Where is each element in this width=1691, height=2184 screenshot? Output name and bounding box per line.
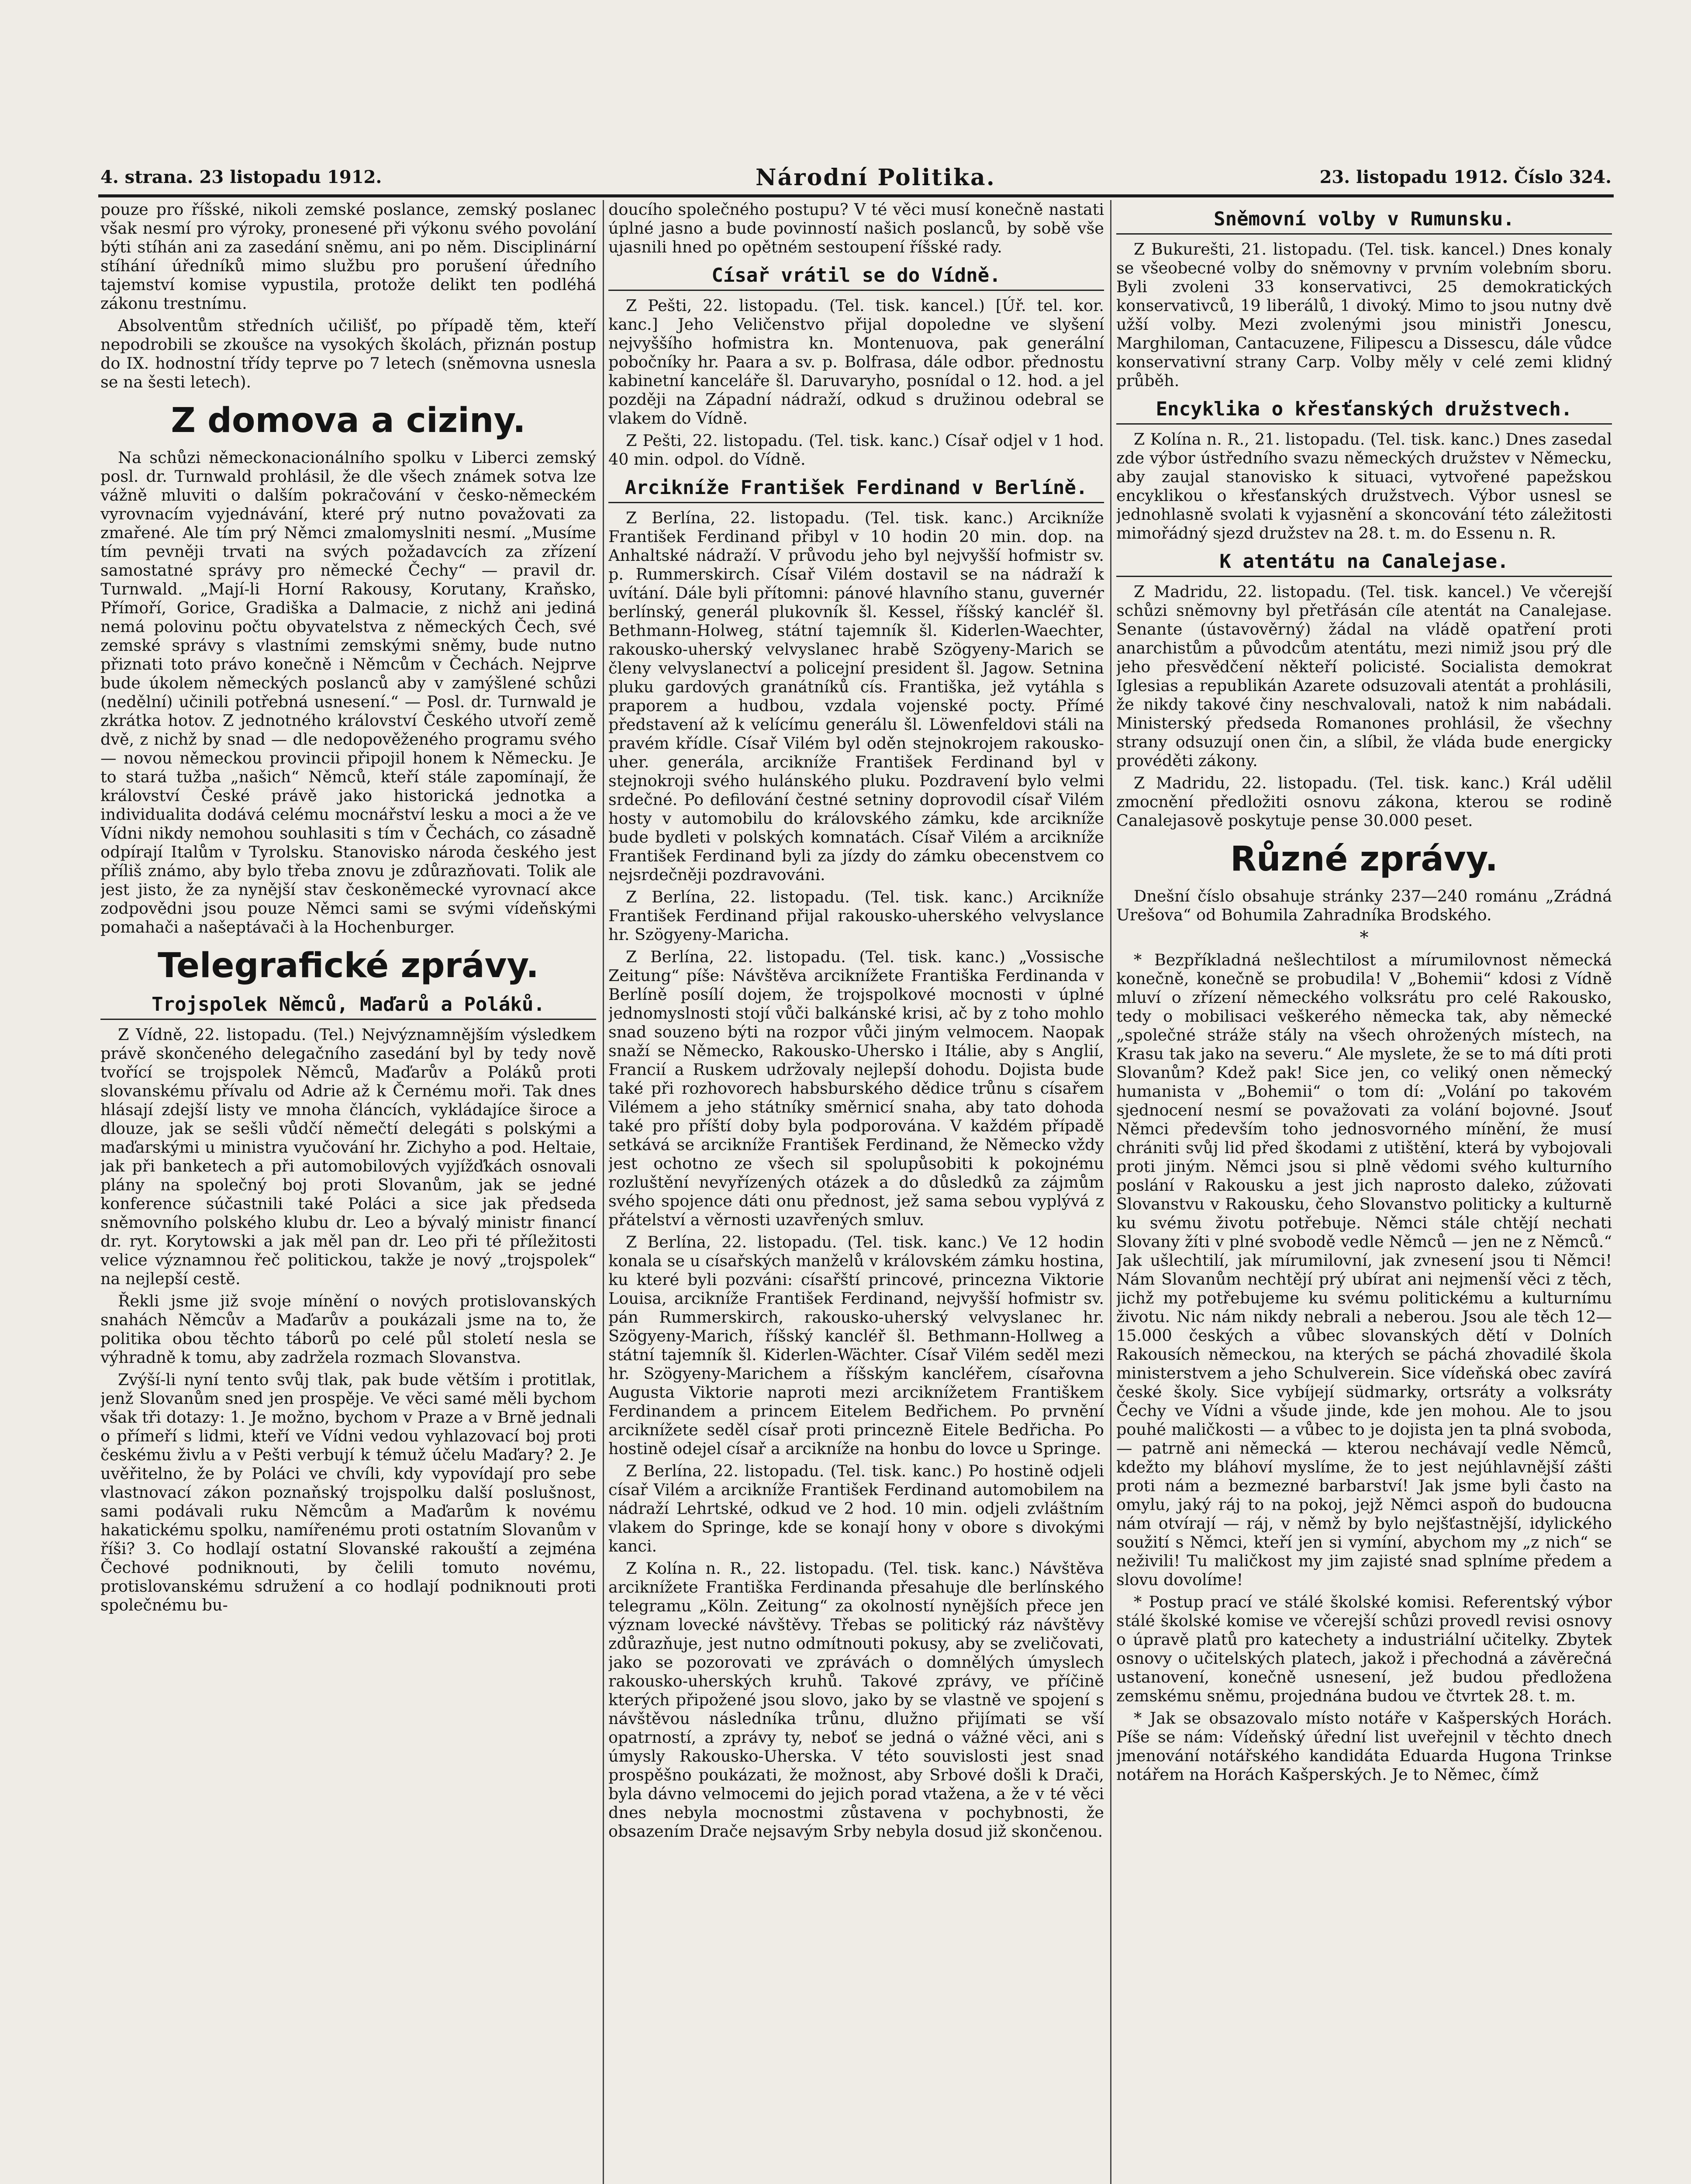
section-heading-ruzne: Různé zprávy.	[1230, 840, 1498, 879]
article-paragraph: Z Berlína, 22. listopadu. (Tel. tisk. kanc.) Ve 12 hodin konala se u císařských manželů v královském zámku hostina, ku které byli pozváni: císařští princové, princezna Viktorie Louisa, arcikníže František Ferdinand, nejvyšší hofmistr sv. pán Rummerskirch, rakousko-uherský velvyslanec hr. Szögyeny-Marich, říšský kancléř šl. Bethmann-Hollweg a státní tajemník šl. Kiderlen-Wächter. Císař Vilém seděl mezi hr. Szögyeny-Marichem a říšským kancléřem, císařovna Augusta Viktorie naproti mezi arciknížetem Františkem Ferdinandem a princem Eitelem Bedřichem. Po prvnění arciknížete seděl císař proti princezně Eitele Bedřicha. Po hostině odejel císař a arcikníže na honbu do lovce u Springe.	[608, 1233, 1104, 1458]
separator-asterisk: *	[1360, 928, 1369, 948]
article-paragraph: doucího společného postupu? V té věci musí konečně nastati úplné jasno a bude povinností našich poslanců, by sobě vše ujasnili hned po opětném sestoupení říšské rady.	[608, 200, 1104, 256]
section-heading-telegraf: Telegrafické zprávy.	[158, 946, 539, 985]
article-paragraph: Na schůzi německonacionálního spolku v Liberci zemský posl. dr. Turnwald prohlásil, že dle všech známek sotva lze vážně mluviti o dalším pokračování v česko-německém vyrovnacím vyjednávání, které prý nutno považovati za zmařené. Ale tím prý Němci zmalomyslniti nesmí. „Musíme tím pevněji trvati na svých požadavcích za zřízení samostatné správy pro německé Čechy“ — pravil dr. Turnwald. „Mají-li Horní Rakousy, Korutany, Kraňsko, Přímoří, Gorice, Gradiška a Dalmacie, z nichž ani jediná nemá polovinu počtu obyvatelstva z německých Čech, své zemské správy s vlastními zemskými sněmy, bude nutno přiznati toto právo konečně i Němcům v Čechách. Nejprve bude úkolem německých poslanců aby v zamýšlené schůzi (nedělní) učinili potřebná usnesení.“ — Posl. dr. Turnwald je zkrátka hotov. Z jednotného království Českého utvoří země dvě, z nichž by snad — dle nedopověženého programu svého — novou německou provincii připojil honem k Německu. Je to stará tužba „našich“ Němců, kteří stále zapomínají, že království České právě jako historická jednotka a individualita dodává celému mocnářství lesku a moci a že ve Vídni nikdy nemohou souhlasiti s tím v Čechách, co zásadně odpírají Italům v Tyrolsku. Stanovisko národa českého jest příliš známo, aby bylo třeba znovu je zdůrazňovati. Tolik ale jest jisto, že za nynější stav českoněmecké vyrovnací akce zodpovědni jsou pouze Němci sami se svými vídeňskými pomahači a našeptávači à la Hochenburger.	[100, 448, 596, 936]
article-paragraph: pouze pro říšské, nikoli zemské poslance, zemský poslanec však nesmí pro výroky, pronesené při výkonu svého povolání býti stíhán ani za zasedání sněmu, ani po něm. Disciplinární stíhání úředníků mimo službu pro porušení úředního tajemství komise vypustila, protože delikt ten podléhá zákonu trestnímu.	[100, 200, 596, 313]
article-paragraph: Z Bukurešti, 21. listopadu. (Tel. tisk. kancel.) Dnes konaly se všeobecné volby do sněmovny v prvním volebním sboru. Byli zvoleni 33 konservativci, 25 demokratických konservativců, 19 liberálů, 1 divoký. Mimo to jsou nutny dvě užší volby. Mezi zvolenými jsou ministři Jonescu, Marghiloman, Cantacuzene, Filipescu a Dissescu, dále vůdce konservativní strany Carp. Volby měly v celé zemi klidný průběh.	[1116, 240, 1612, 390]
article-paragraph: * Bezpříkladná nešlechtilost a mírumilovnost německá konečně, konečně se probudila! V „Bohemii“ kdosi z Vídně mluví o zřízení německého volksrátu pro celé Rakousko, tedy o mobilisaci veškerého německa tak, aby německé „společné stráže stály na všech ohrožených místech, na Krasu tak jako na severu.“ Ale myslete, že se to má díti proti Slovanům? Kdež pak! Sice jen, co veliký onen německý humanista v „Bohemii“ o tom dí: „Volání po takovém sjednocení nesmí se považovati za volání bojovné. Jsouť Němci především toho jednosvorného mínění, že musí chrániti svůj lid před škodami z utištění, která by vybojovali proti jiným. Němci jsou si plně vědomi svého kulturního poslání v Rakousku a jest jich naprosto daleko, zúžovati Slovanstvu v Rakousku, čeho Slovanstvo politicky a kulturně ku svému životu potřebuje. Němci stále chtějí nechati Slovany žíti v plné svobodě vedle Němců — jen ne z Němců.“ Jak ušlechtilí, jak mírumilovní, jak zvnesení jsou ti Němci! Nám Slovanům nechtějí prý ubírat ani nejmenší věci z těch, jichž my potřebujeme ku svému politickému a kulturnímu životu. Nic nám nikdy nebrali a neberou. Jsou ale těch 12—15.000 českých a vůbec slovanských dětí v Dolních Rakousích německou, na kterých se páchá zhovadilé škola ministerstvem a jeho Schulverein. Sice vídeňská obec zavírá české školy. Sice vybíjejí südmarky, ortsráty a volksráty Čechy ve Vídni a všude jinde, kde jen mohou. Ale to jsou pouhé maličkosti — a vůbec to je dojista jen ta plná svoboda, — patrně ani německá — kterou nechávají vedle Němců, kdežto my bláhoví myslíme, že to jest nejúhlavnější zášti proti nám a bezmezné barbarství! Jak jsme byli často na omylu, jaký ráj to na pokoj, jejž Němci aspoň do budoucna nám otvírají — ráj, v němž by bylo nejšťastnější, idylického soužití s Němci, kteří jen si vymíní, abychom my „z nich“ se neživili! Tu maličkost my jim zajisté snad splníme předem a slovu dovolíme!	[1116, 950, 1612, 1589]
article-paragraph: Z Berlína, 22. listopadu. (Tel. tisk. kanc.) „Vossische Zeitung“ píše: Návštěva arciknížete Františka Ferdinanda v Berlíně posílí dojem, že trojspolkové mocnosti v úplné jednomyslnosti stojí vůči balkánské krisi, ač by z toho mohlo snad souzeno býti na rozpor vůči jiným velmocem. Naopak snaží se Německo, Rakousko-Uhersko i Itálie, aby s Anglií, Francií a Ruskem udržovaly nejlepší dohodu. Dojista bude také při rozhovorech habsburského dědice trůnu s císařem Vilémem a jeho státníky směrnicí snaha, aby tato dohoda také pro příští doby byla podporována. V každém případě setkává se arcikníže František Ferdinand, že Německo vždy jest ochotno ze všech sil spolupůsobiti k pokojnému rozluštění nevyřízených otázek a do důsledků za zájmům svého spojence dáti onu přednost, jež sama sebou vyplývá z přátelství a věrnosti uzavřených smluv.	[608, 947, 1104, 1229]
article-paragraph: Řekli jsme již svoje mínění o nových protislovanských snahách Němcův a Maďarův a poukázali jsme na to, že politika obou těchto táborů po celé půl století nesla se výhradně k tomu, aby zadržela rozmach Slovanstva.	[100, 1292, 596, 1367]
article-headline: Encyklika o křesťanských družstvech.	[1116, 398, 1612, 425]
article-paragraph: Absolventům středních učilišť, po případě těm, kteří nepodrobili se zkoušce na vysokých školách, přiznán postup do IX. hodnostní třídy teprve po 7 letech (sněmovna usnesla se na šesti letech).	[100, 316, 596, 391]
article-paragraph: Z Pešti, 22. listopadu. (Tel. tisk. kancel.) [Úř. tel. kor. kanc.] Jeho Veličenstvo přijal dopoledne ve slyšení nejvyššího hofmistra kn. Montenuova, pak generální pobočníky hr. Paara a sv. p. Bolfrasa, dále odbor. přednostu kabinetní kanceláře šl. Daruvaryho, posnídal o 12. hod. a jel později na Západní nádraží, odkud s družinou odebral se vlakem do Vídně.	[608, 296, 1104, 428]
column-3	[1116, 200, 1612, 2184]
page-header	[100, 164, 1612, 191]
article-paragraph: * Postup prací ve stálé školské komisi. Referentský výbor stálé školské komise ve včerejší schůzi provedl revisi osnovy o úpravě platů pro katechety a industriální učitelky. Zbytek osnovy o učitelských platech, jakož i přechodná a závěrečná ustanovení, konečně usnesení, jež budou předložena zemskému sněmu, projednána budou ve čtvrtek 28. t. m.	[1116, 1593, 1612, 1705]
article-paragraph: Z Pešti, 22. listopadu. (Tel. tisk. kanc.) Císař odjel v 1 hod. 40 min. odpol. do Vídně.	[608, 431, 1104, 469]
article-paragraph: Z Madridu, 22. listopadu. (Tel. tisk. kancel.) Ve včerejší schůzi sněmovny byl přetřásán cíle atentát na Canalejase. Senante (ústavověrný) žádal na vládě opatření proti anarchistům a původcům atentátu, mezi nimiž jsou prý dle jeho přesvědčení někteří policisté. Socialista demokrat Iglesias a republikán Azarete odsuzovali atentát a prohlásili, že nikdy takové činy neschvalovali, natož k nim nabádali. Ministerský předseda Romanones prohlásil, že všechny strany odsuzují onen čin, a slíbil, že vláda bude energicky provéděti zákony.	[1116, 582, 1612, 770]
article-paragraph: Z Berlína, 22. listopadu. (Tel. tisk. kanc.) Arcikníže František Ferdinand přijal rakousko-uherského velvyslance hr. Szögyeny-Maricha.	[608, 888, 1104, 944]
article-paragraph: Z Vídně, 22. listopadu. (Tel.) Nejvýznamnějším výsledkem právě skončeného delegačního zasedání byl by tedy nově tvořící se trojspolek Němců, Maďarův a Poláků proti slovanskému přívalu od Adrie až k Černému moři. Tak dnes hlásají zdejší listy ve mnoha článcích, vykládajíce široce a dlouze, jak se sešli vůdčí němečtí delegáti s polskými a maďarskými u ministra vyučování hr. Zichyho a pod. Heltaie, jak při banketech a při automobilových vyjížďkách osnovali plány na společný boj proti Slovanům, jak se jedné konference súčastnili také Poláci a sice jak předseda sněmovního polského klubu dr. Leo a bývalý ministr financí dr. ryt. Korytowski a jak měl pan dr. Leo při té příležitosti velice významnou řeč politickou, takže je nový „trojspolek“ na nejlepší cestě.	[100, 1025, 596, 1288]
article-headline: Trojspolek Němců, Maďarů a Poláků.	[100, 993, 596, 1020]
article-headline: K atentátu na Canalejase.	[1116, 550, 1612, 577]
column-divider	[1110, 200, 1111, 2184]
article-headline: Arcikníže František Ferdinand v Berlíně.	[608, 477, 1104, 503]
article-headline: Sněmovní volby v Rumunsku.	[1116, 208, 1612, 235]
article-paragraph: Z Kolína n. R., 21. listopadu. (Tel. tisk. kanc.) Dnes zasedal zde výbor ústředního svazu německých družstev v Německu, aby zaujal stanovisko k situaci, vytvořené papežskou encyklikou o křesťanských družstvech. Výbor usnesl se jednohlasně svolati k vyjasnění a skoncování této záležitosti mimořádný sjezd družstev na 28. t. m. do Essenu n. R.	[1116, 430, 1612, 543]
article-paragraph: Z Berlína, 22. listopadu. (Tel. tisk. kanc.) Po hostině odjeli císař Vilém a arcikníže František Ferdinand automobilem na nádraží Lehrtské, odkud ve 2 hod. 10 min. odjeli zvláštním vlakem do Springe, kde se konají hony v obore s divokými kanci.	[608, 1462, 1104, 1555]
article-paragraph: Zvýší-li nyní tento svůj tlak, pak bude větším i protitlak, jenž Slovanům sned jen prospěje. Ve věci samé měli bychom však tři dotazy: 1. Je možno, bychom v Praze a v Brně jednali o přímeří s lidmi, kteří ve Vídni vedou vyhlazovací boj proti českému živlu a v Pešti verbují k témuž účelu Maďary? 2. Je uvěřitelno, že by Poláci ve chvíli, kdy vypovídají pro sebe vlastnovací zákon poznaňský trojspolku další poslušnost, sami podávali ruku Němcům a Maďarům k novému hakatickému spolku, namířenému proti ostatním Slovanům v říši? 3. Co hodlají ostatní Slovanské rakouští a zejména Čechové podniknouti, by čelili tomuto novému, protislovanskému sdružení a co hodlají podniknouti proti společnému bu-	[100, 1370, 596, 1614]
article-paragraph: Z Kolína n. R., 22. listopadu. (Tel. tisk. kanc.) Návštěva arciknížete Františka Ferdinanda přesahuje dle berlínského telegramu „Köln. Zeitung“ za okolností nynějších přece jen význam lovecké návštěvy. Třebas se politický ráz návštěvy zdůrazňuje, jest nutno odmítnouti pokusy, aby se zveličovati, jako se pozorovati ve zprávách o domnělých úmyslech rakousko-uherských kruhů. Takové zprávy, ve příčině kterých připožené jsou slovo, jako by se vlastně ve spojení s návštěvou následníka trůnu, dlužno přijímati se vší opatrností, a zprávy ty, neboť se jedná o vážné věci, ani s úmysly Rakousko-Uherska. V této souvislosti jest snad prospěšno poukázati, že možnost, aby Srbové došli k Drači, byla dávno velmocemi do jejich porad vtažena, a že v té věci dnes nebyla mocnostmi zůstavena v pochybnosti, že obsazením Drače nejsavým Srby nebyla dosud již skončenou.	[608, 1559, 1104, 1841]
header-rule	[98, 194, 1614, 197]
article-paragraph: Z Berlína, 22. listopadu. (Tel. tisk. kanc.) Arcikníže František Ferdinand přibyl v 10 hodin 20 min. dop. na Anhaltské nádraží. V průvodu jeho byl nejvyšší hofmistr sv. p. Rummerskirch. Císař Vilém dostavil se na nádraží k uvítání. Dále byli přítomni: pánové hlavního stanu, guvernér berlínský, generál plukovník šl. Kessel, říšský kancléř šl. Bethmann-Holweg, státní tajemník šl. Kiderlen-Waechter, rakousko-uherský velvyslanec hrabě Szögyeny-Marich se členy velvyslanectví a policejní president šl. Jagow. Setnina pluku gardových granátníků cís. Františka, jež vytáhla s praporem a hudbou, vzdala vojenské pocty. Přímé představení až k velícímu generálu šl. Löwenfeldovi stáli na pravém křídle. Císař Vilém byl oděn stejnokrojem rakousko-uher. generála, arcikníže František Ferdinand byl v stejnokroji svého hulánského pluku. Pozdravení bylo velmi srdečné. Po defilování čestné setniny doprovodil císař Vilém hosty v automobilu do královského zámku, kde arcikníže bude bydleti v polských komnatách. Císař Vilém a arcikníže František Ferdinand byli za jízdy do zámku obecenstvem co nejsrdečněji pozdravováni.	[608, 508, 1104, 884]
header-page-date: 4. strana. 23 listopadu 1912.	[100, 167, 382, 187]
masthead-title: Národní Politika.	[756, 164, 996, 191]
column-divider	[603, 200, 604, 2184]
article-headline: Císař vrátil se do Vídně.	[608, 264, 1104, 291]
article-paragraph: * Jak se obsazovalo místo notáře v Kašperských Horách. Píše se nám: Vídeňský úřední list uveřejnil v těchto dnech jmenování notářského kandidáta Eduarda Hugona Trinkse notářem na Horách Kašperských. Je to Němec, čímž	[1116, 1709, 1612, 1784]
article-paragraph: Z Madridu, 22. listopadu. (Tel. tisk. kanc.) Král udělil zmocnění předložiti osnovu zákona, kterou se rodině Canalejasově poskytuje pense 30.000 peset.	[1116, 774, 1612, 830]
article-paragraph: Dnešní číslo obsahuje stránky 237—240 románu „Zrádná Urešova“ od Bohumila Zahradníka Brodského.	[1116, 887, 1612, 924]
column-2	[608, 200, 1104, 2184]
column-1	[100, 200, 596, 2184]
section-heading-domova: Z domova a ciziny.	[171, 401, 526, 440]
header-issue-number: 23. listopadu 1912. Číslo 324.	[1319, 167, 1612, 187]
